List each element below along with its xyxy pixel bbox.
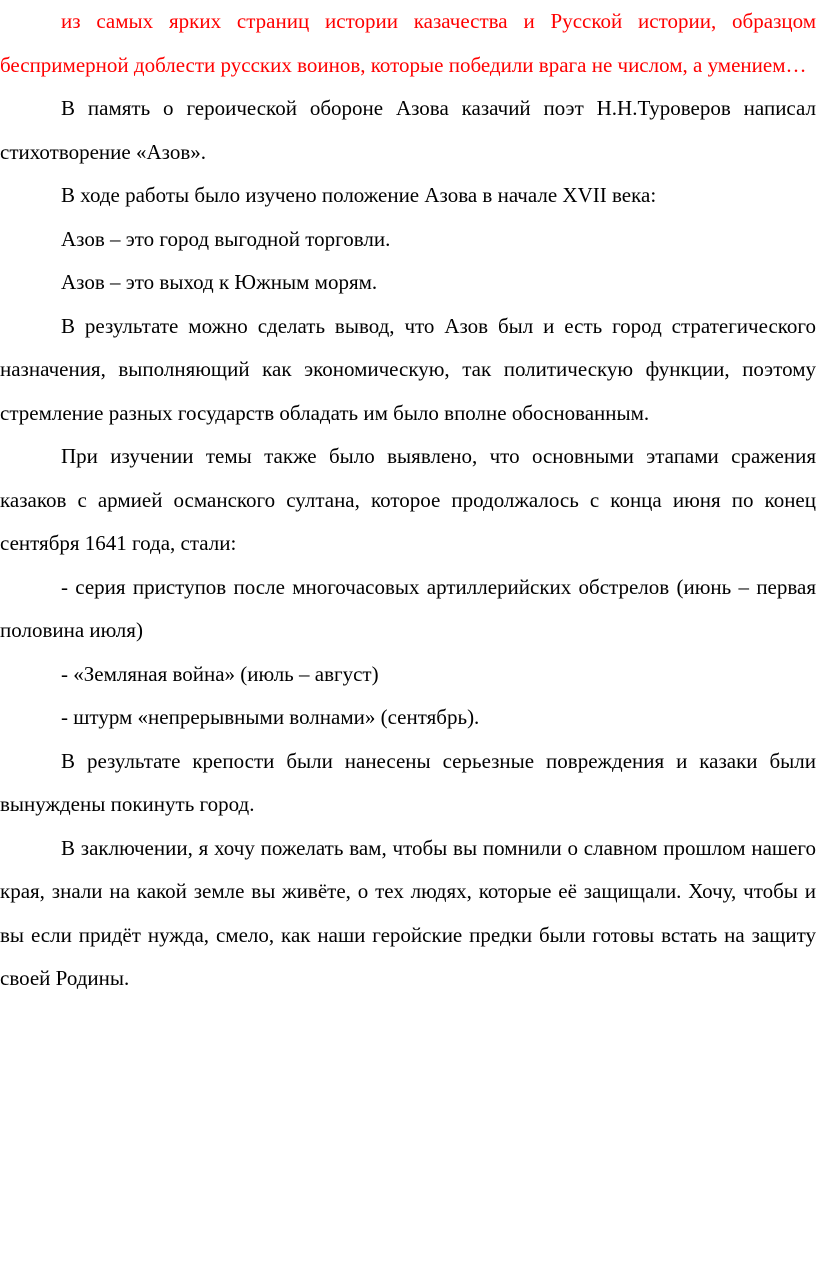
list-item-assaults: - серия приступов после многочасовых артиллерийских обстрелов (июнь – первая половина июля) [0,574,816,642]
paragraph-conclusion-strategic: В результате можно сделать вывод, что Азов был и есть город стратегического назначения, выполняющий как экономическую, так политическую функции, поэтому стремление разных государств обладать им было вполне обоснованным. [0,313,816,425]
paragraph-southern-seas: Азов – это выход к Южным морям. [61,270,378,294]
paragraph-damage: В результате крепости были нанесены серьезные повреждения и казаки были вынуждены покинуть город. [0,748,816,816]
paragraph-poem-reference: В память о героической обороне Азова казачий поэт Н.Н.Туроверов написал стихотворение «Азов». [0,96,816,164]
paragraph-azov-position: В ходе работы было изучено положение Азова в начале XVII века: [61,183,657,207]
paragraph-red-intro: из самых ярких страниц истории казачества и Русской истории, образцом беспримерной доблести русских воинов, которые победили врага не числом, а умением… [0,9,816,77]
paragraph-final-wish: В заключении, я хочу пожелать вам, чтобы вы помнили о славном прошлом нашего края, знали на какой земле вы живёте, о тех людях, которые её защищали. Хочу, чтобы и вы если придёт нужда, смело, как наши геройские предки были готовы встать на защиту своей Родины. [0,835,816,990]
list-item-storm: - штурм «непрерывными волнами» (сентябрь). [61,705,480,729]
paragraph-battle-stages: При изучении темы также было выявлено, что основными этапами сражения казаков с армией османского султана, которое продолжалось с конца июня по конец сентября 1641 года, стали: [0,444,816,555]
paragraph-trade-city: Азов – это город выгодной торговли. [61,226,391,251]
list-item-earth-war: - «Земляная война» (июль – август) [61,661,379,686]
